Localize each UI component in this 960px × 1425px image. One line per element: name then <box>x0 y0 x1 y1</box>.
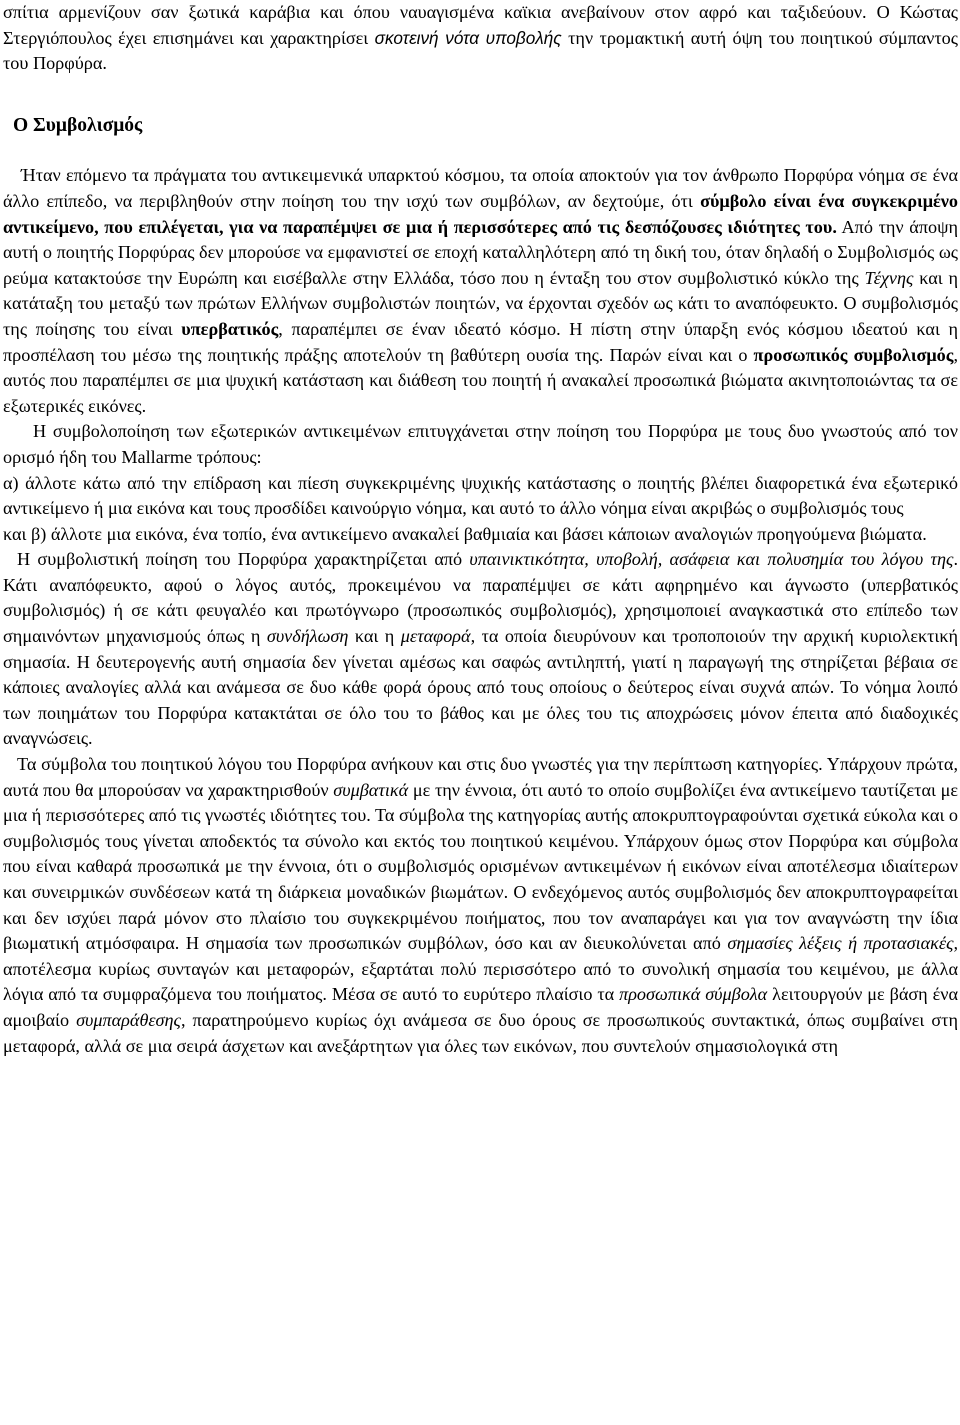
text-run: , παραπέμπει σε έναν ιδεατό κόσμο. Η πίστη στην ύπαρξη ενός κόσμου ιδεατού και η προσπέλαση του μέσω της ποιητικής πράξης αποτελούν τη βαθύτερη ουσία της. Παρών είναι και ο <box>3 318 958 365</box>
text-run: Ήταν επόμενο τα πράγματα του αντικειμενικά υπαρκτού κόσμου, τα οποία αποκτούν για τον άνθρωπο Πορφύρα νόημα σε ένα άλλο επίπεδο, να περιβληθούν στην ποίηση του την ισχύ των συμβόλων, αν δεχτούμε, ότι <box>3 165 958 211</box>
bold-definition: σύμβολο είναι ένα συγκεκριμένο αντικείμενο, που επιλέγεται, για να παραπέμψει σε μια ή περισσότερες από τις δεσπόζουσες ιδιότητες του. <box>3 190 958 237</box>
text-run: Από την άποψη αυτή ο ποιητής Πορφύρας δεν μπορούσε να εμφανιστεί σε εποχή καταλληλότερη από τη δική του, όταν δηλαδή ο Συμβολισμός ως ρεύμα κατακτούσε την Ευρώπη και εισέβαλλε στην Ελλάδα, τόσο που η ένταξη του στον συμβολιστικό κύκλο της <box>3 216 958 288</box>
paragraph-mallarme: Η συμβολοποίηση των εξωτερικών αντικειμένων επιτυγχάνεται στην ποίηση του Πορφύρα με τους δυο γνωστούς από τον ορισμό ήδη του Mallarme τρόπους: <box>3 421 958 467</box>
italic-term: Τέχνης <box>864 267 914 288</box>
text-run: με την έννοια, ότι αυτό το οποίο συμβολίζει ένα αντικείμενο ταυτίζεται με μια ή περισσότερες από τις γνωστές ιδιότητες του. Τα σύμβολα της κατηγορίας αυτής αποκρυπτογραφούνται σχετικά εύκολα και ο συμβολισμός τους γίνεται αποδεκτός τα σύνολο και εκτός του ποιητικού κειμένου. Υπάρχουν όμως στον Πορφύρα και σύμβολα που είναι καθαρά προσωπικά με την έννοια, ότι ο συμβολισμός ορισμένων αντικειμένων ή εικόνων είναι αποτέλεσμα ιδιαίτερων και συνειρμικών συνδέσεων κατά τη διάρκεια μοναδικών βιωμάτων. Ο ενδεχόμενος αυτός συμβολισμός δεν αποκρυπτογραφείται και δεν ισχύει παρά μόνον στο πλαίσιο του συγκεκριμένου ποιήματος, που τον αναπαράγει και για τον αναγνώστη την ίδια βιωματική ατμόσφαιρα. Η σημασία των προσωπικών συμβόλων, όσο και αν διευκολύνεται από <box>3 779 958 954</box>
text-run: σπίτια αρμενίζουν σαν ξωτικά καράβια και όπου ναυαγισμένα καϊκια ανεβαίνουν στον αφρό και ταξιδεύουν. Ο Κώστας Στεργιόπουλος έχει επισημάνει και χαρακτηρίσει <box>3 2 958 48</box>
italic-term: μεταφορά, <box>400 626 476 647</box>
italic-term: προσωπικά σύμβολα <box>619 984 768 1005</box>
text-run: Τα σύμβολα του ποιητικού λόγου του Πορφύρα ανήκουν και στις δυο γνωστές για την περίπτωση κατηγορίες. Υπάρχουν πρώτα, αυτά που θα μπορούσαν να χαρακτηρισθούν <box>3 754 958 800</box>
italic-phrase: σημασίες λέξεις ή προτασιακές, <box>727 933 958 954</box>
text-run: τα οποία διευρύνουν και τροποποιούν την αρχική κυριολεκτική σημασία. Η δευτερογενής αυτή σημασία δεν γίνεται αμέσως και σαφώς αντιληπτή, γιατί η παραγωγή της στηρίζεται βέβαια σε κάποιες αναλογίες αλλά και ανάμεσα σε δυο κάθε φορά όρους από τους οποίους ο δεύτερος είναι συχνά απών. Το νόημα λοιπό των ποιημάτων του Πορφύρα κατακτάται σε όλο του το βάθος και με όλες του τις αποχρώσεις μόνον έπειτα από διαδοχικές αναγνώσεις. <box>3 626 958 749</box>
text-run: και η <box>348 626 401 647</box>
text-run: . Κάτι αναπόφευκτο, αφού ο λόγος αυτός, προκειμένου να παραπέμψει σε κάτι αφηρημένο και άγνωστο (υπερβατικός συμβολισμός) ή σε κάτι φευγαλέο και πρωτόγνωρο (προσωπικός συμβολισμός), χρησιμοποιεί αναγκαστικά στο επίπεδο των σημαινόντων μηχανισμούς όπως η <box>3 549 958 647</box>
italic-phrase: σκοτεινή νότα υποβολής <box>374 27 562 48</box>
paragraph-symbol-categories <box>3 752 958 1059</box>
italic-term: συμπαράθεσης <box>76 1009 181 1030</box>
text-run: Η συμβολιστική ποίηση του Πορφύρα χαρακτηρίζεται από <box>17 549 470 570</box>
section-heading: Ο Συμβολισμός <box>13 114 143 136</box>
paragraph-list-b: και β) άλλοτε μια εικόνα, ένα τοπίο, ένα αντικείμενο ανακαλεί βαθμιαία και βάσει κάποιων αναλογιών προηγούμενα βιώματα. <box>3 523 927 544</box>
italic-term: συμβατικά <box>333 779 409 800</box>
text-run: , αυτός που παραπέμπει σε μια ψυχική κατάσταση και διάθεση του ποιητή ή ανακαλεί προσωπικά βιώματα ακινητοποιώντας τα σε εξωτερικές εικόνες. <box>3 344 958 416</box>
text-run: λειτουργούν με βάση ένα αμοιβαίο <box>3 984 958 1030</box>
italic-term: συνδήλωση <box>266 626 349 647</box>
bold-term: υπερβατικός <box>181 318 279 339</box>
text-run: την τρομακτική αυτή όψη του ποιητικού σύμπαντος του Πορφύρα. <box>3 27 958 74</box>
text-run: αποτέλεσμα κυρίως συνταγών και μεταφορών, εξαρτάται πολύ περισσότερο από το συνολική σημασία του κειμένου, με άλλα λόγια από τα συμφραζόμενα του ποιήματος. Μέσα σε αυτό το ευρύτερο πλαίσιο τα <box>3 958 958 1005</box>
bold-term: προσωπικός συμβολισμός <box>753 344 954 365</box>
paragraph-list-a: α) άλλοτε κάτω από την επίδραση και πίεση συγκεκριμένης ψυχικής κατάστασης ο ποιητής βλέπει διαφορετικά ένα εξωτερικό αντικείμενο ή μια εικόνα και τους προσδίδει καινούργιο νόημα, και αυτό το άλλο νόημα είναι ακριβώς ο συμβολισμός τους <box>3 472 958 519</box>
paragraph-suggestiveness <box>3 547 958 752</box>
italic-phrase: υπαινικτικότητα, υποβολή, ασάφεια και πολυσημία του λόγου της <box>469 549 954 570</box>
text-run: και η κατάταξη του μεταξύ των πρώτων Ελλήνων συμβολιστών ποιητών, να έρχονται σχεδόν ως κάτι το αναπόφευκτο. Ο συμβολισμός της ποίησης του είναι <box>3 267 958 339</box>
continued-paragraph <box>3 0 958 77</box>
paragraph-symbol-definition <box>3 163 958 419</box>
text-run: , παρατηρούμενο κυρίως όχι ανάμεσα σε δυο όρους σε προσωπικούς συντακτικά, όπως συμβαίνει στη μεταφορά, αλλά σε μια σειρά άσχετων και ανεξάρτητων για όλες των εικόνων, που συντελούν σημασιολογικά στη <box>3 1009 958 1056</box>
